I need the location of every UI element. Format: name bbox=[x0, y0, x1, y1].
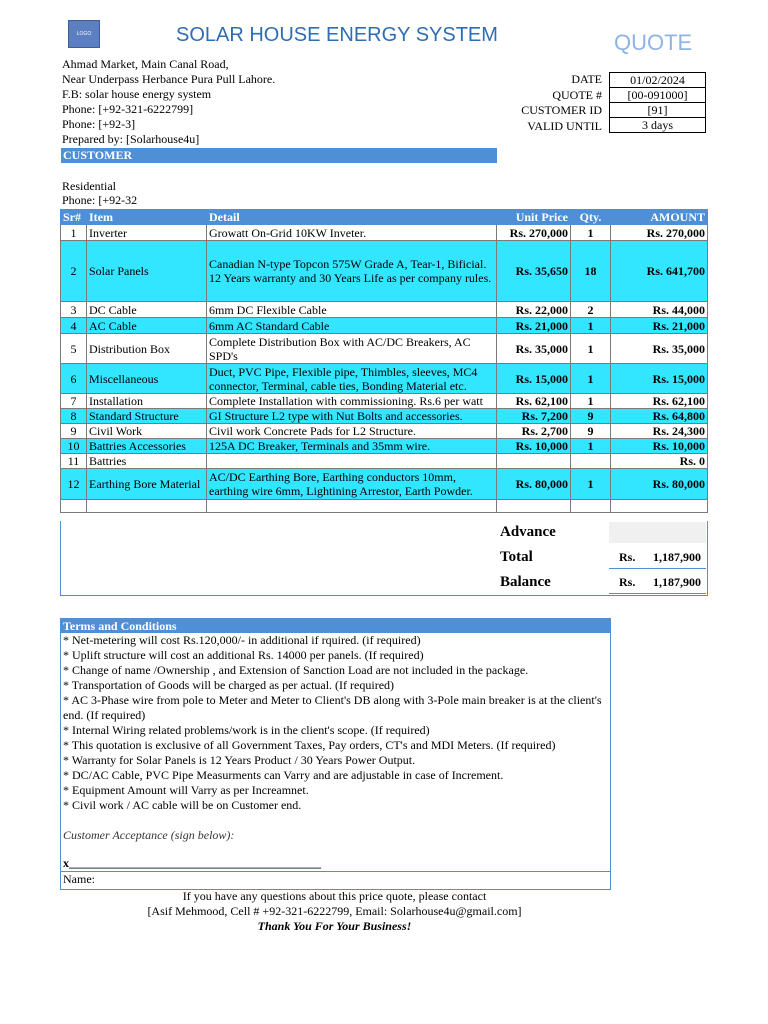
quote-meta-values bbox=[609, 72, 706, 133]
cell-amount: Rs. 80,000 bbox=[611, 469, 708, 500]
col-unit-price: Unit Price bbox=[497, 210, 571, 225]
balance-currency: Rs. bbox=[619, 575, 636, 589]
address-line: Ahmad Market, Main Canal Road, bbox=[62, 57, 229, 71]
contact-details: [Asif Mehmood, Cell # +92-321-6222799, Email: Solarhouse4u@gmail.com] bbox=[147, 904, 522, 918]
cell-amount: Rs. 10,000 bbox=[611, 439, 708, 454]
cell-qty bbox=[571, 454, 611, 469]
cell-item: Installation bbox=[87, 394, 207, 409]
total-value: 1,187,900 bbox=[653, 550, 701, 564]
cell-item: Battries bbox=[87, 454, 207, 469]
company-name: SOLAR HOUSE ENERGY SYSTEM bbox=[176, 24, 498, 46]
terms-item: * Uplift structure will cost an additional Rs. 14000 per panels. (If required) bbox=[63, 648, 424, 662]
terms-item: * Internal Wiring related problems/work is in the client's scope. (If required) bbox=[63, 723, 430, 737]
prepared-by: Prepared by: [Solarhouse4u] bbox=[62, 132, 200, 146]
cell-item: DC Cable bbox=[87, 302, 207, 318]
col-sr: Sr# bbox=[61, 210, 87, 225]
phone-line: Phone: [+92-3] bbox=[62, 117, 136, 131]
cell-unit-price: Rs. 35,650 bbox=[497, 241, 571, 302]
cell-detail: AC/DC Earthing Bore, Earthing conductors 10mm, earthing wire 6mm, Lightining Arrestor, Earth Powder. bbox=[207, 469, 497, 500]
cell-unit-price: Rs. 15,000 bbox=[497, 364, 571, 394]
cell-qty: 9 bbox=[571, 409, 611, 424]
table-row bbox=[61, 364, 708, 394]
terms-item: * Transportation of Goods will be charged as per actual. (If required) bbox=[63, 678, 395, 692]
cell-sr: 4 bbox=[61, 318, 87, 334]
table-row bbox=[61, 318, 708, 334]
terms-list bbox=[61, 633, 610, 887]
cell-detail: Duct, PVC Pipe, Flexible pipe, Thimbles, sleeves, MC4 connector, Terminal, cable ties, Bonding Material etc. bbox=[207, 364, 497, 394]
cell-item: Solar Panels bbox=[87, 241, 207, 302]
cell-amount: Rs. 21,000 bbox=[611, 318, 708, 334]
cell-unit-price: Rs. 10,000 bbox=[497, 439, 571, 454]
signature-line: x__________________________________________ bbox=[63, 856, 321, 870]
col-item: Item bbox=[87, 210, 207, 225]
cell-unit-price: Rs. 62,100 bbox=[497, 394, 571, 409]
cell-detail: Complete Installation with commissioning. Rs.6 per watt bbox=[207, 394, 497, 409]
cell-amount: Rs. 64,800 bbox=[611, 409, 708, 424]
cell-qty: 1 bbox=[571, 225, 611, 241]
cell-sr: 11 bbox=[61, 454, 87, 469]
cell-detail: 6mm DC Flexible Cable bbox=[207, 302, 497, 318]
cell-detail: Complete Distribution Box with AC/DC Breakers, AC SPD's bbox=[207, 334, 497, 364]
table-row bbox=[61, 424, 708, 439]
cell-sr: 7 bbox=[61, 394, 87, 409]
table-row bbox=[61, 409, 708, 424]
customer-type: Residential bbox=[62, 179, 116, 193]
customer-phone: Phone: [+92-32 bbox=[62, 193, 138, 207]
cell-detail: 6mm AC Standard Cable bbox=[207, 318, 497, 334]
table-row bbox=[61, 241, 708, 302]
address-line: Near Underpass Herbance Pura Pull Lahore. bbox=[62, 72, 276, 86]
terms-item: * Equipment Amount will Varry as per Increamnet. bbox=[63, 783, 309, 797]
valid-until-label: VALID UNTIL bbox=[527, 118, 602, 133]
cell-sr: 10 bbox=[61, 439, 87, 454]
thank-you: Thank You For Your Business! bbox=[257, 919, 412, 933]
cell-item: Inverter bbox=[87, 225, 207, 241]
cell-item: Earthing Bore Material bbox=[87, 469, 207, 500]
quote-meta-labels bbox=[460, 72, 602, 134]
facebook-line: F.B: solar house energy system bbox=[62, 87, 212, 101]
cell-sr: 1 bbox=[61, 225, 87, 241]
cell-amount: Rs. 24,300 bbox=[611, 424, 708, 439]
cell-item: Civil Work bbox=[87, 424, 207, 439]
date-value: 01/02/2024 bbox=[610, 73, 706, 88]
total-currency: Rs. bbox=[619, 550, 636, 564]
table-row bbox=[61, 394, 708, 409]
cell-unit-price: Rs. 35,000 bbox=[497, 334, 571, 364]
terms-item: * AC 3-Phase wire from pole to Meter and Meter to Client's DB along with 3-Pole main breaker is at the client's bbox=[63, 693, 602, 707]
cell-sr: 8 bbox=[61, 409, 87, 424]
customer-acceptance: Customer Acceptance (sign below): bbox=[63, 828, 235, 842]
cell-qty: 2 bbox=[571, 302, 611, 318]
table-row bbox=[61, 469, 708, 500]
contact-prompt: If you have any questions about this price quote, please contact bbox=[182, 889, 487, 903]
cell-qty: 1 bbox=[571, 364, 611, 394]
cell-amount: Rs. 641,700 bbox=[611, 241, 708, 302]
terms-item: * Civil work / AC cable will be on Customer end. bbox=[63, 798, 302, 812]
cell-unit-price: Rs. 80,000 bbox=[497, 469, 571, 500]
phone-line: Phone: [+92-321-6222799] bbox=[62, 102, 194, 116]
cell-sr: 9 bbox=[61, 424, 87, 439]
table-row bbox=[61, 334, 708, 364]
customer-id-label: CUSTOMER ID bbox=[521, 103, 602, 117]
balance-label: Balance bbox=[500, 574, 551, 590]
cell-sr: 6 bbox=[61, 364, 87, 394]
table-row bbox=[61, 439, 708, 454]
customer-id-value: [91] bbox=[610, 103, 706, 118]
terms-item: end. (If required) bbox=[63, 708, 146, 722]
cell-detail: Civil work Concrete Pads for L2 Structure. bbox=[207, 424, 497, 439]
balance-value: 1,187,900 bbox=[653, 575, 701, 589]
cell-qty: 1 bbox=[571, 439, 611, 454]
table-row bbox=[61, 225, 708, 241]
cell-item: Standard Structure bbox=[87, 409, 207, 424]
totals-section bbox=[60, 521, 708, 596]
cell-unit-price: Rs. 7,200 bbox=[497, 409, 571, 424]
quote-number-value: [00-091000] bbox=[610, 88, 706, 103]
cell-sr: 12 bbox=[61, 469, 87, 500]
table-header-row bbox=[61, 210, 708, 225]
cell-detail bbox=[207, 454, 497, 469]
balance-value-box bbox=[609, 571, 706, 594]
cell-qty: 1 bbox=[571, 334, 611, 364]
cell-item: AC Cable bbox=[87, 318, 207, 334]
cell-amount: Rs. 44,000 bbox=[611, 302, 708, 318]
cell-detail: Canadian N-type Topcon 575W Grade A, Tear-1, Bificial. 12 Years warranty and 30 Years Life as per company rules. bbox=[207, 241, 497, 302]
document-title: QUOTE bbox=[614, 30, 693, 55]
col-amount: AMOUNT bbox=[611, 210, 708, 225]
cell-amount: Rs. 270,000 bbox=[611, 225, 708, 241]
table-row bbox=[61, 454, 708, 469]
cell-item: Distribution Box bbox=[87, 334, 207, 364]
total-value-box bbox=[609, 546, 706, 569]
cell-sr: 2 bbox=[61, 241, 87, 302]
company-logo: LOGO bbox=[68, 20, 100, 48]
footer bbox=[60, 889, 609, 934]
terms-item: * Change of name /Ownership , and Extension of Sanction Load are not included in the package. bbox=[63, 663, 529, 677]
cell-qty: 9 bbox=[571, 424, 611, 439]
table-row bbox=[61, 302, 708, 318]
cell-item: Miscellaneous bbox=[87, 364, 207, 394]
quote-number-label: QUOTE # bbox=[552, 87, 602, 102]
cell-unit-price bbox=[497, 454, 571, 469]
cell-amount: Rs. 15,000 bbox=[611, 364, 708, 394]
cell-sr: 5 bbox=[61, 334, 87, 364]
cell-amount: Rs. 35,000 bbox=[611, 334, 708, 364]
cell-amount: Rs. 62,100 bbox=[611, 394, 708, 409]
total-label: Total bbox=[500, 549, 533, 565]
company-address bbox=[62, 57, 275, 147]
name-label: Name: bbox=[61, 871, 610, 887]
terms-item: * Net-metering will cost Rs.120,000/- in additional if rquired. (if required) bbox=[63, 633, 421, 647]
valid-until-value: 3 days bbox=[610, 118, 706, 133]
cell-unit-price: Rs. 2,700 bbox=[497, 424, 571, 439]
advance-value bbox=[609, 522, 706, 543]
cell-item: Battries Accessories bbox=[87, 439, 207, 454]
cell-detail: 125A DC Breaker, Terminals and 35mm wire. bbox=[207, 439, 497, 454]
items-table bbox=[60, 209, 708, 513]
cell-detail: Growatt On-Grid 10KW Inveter. bbox=[207, 225, 497, 241]
cell-detail: GI Structure L2 type with Nut Bolts and accessories. bbox=[207, 409, 497, 424]
table-row-empty bbox=[61, 500, 708, 513]
terms-item: * DC/AC Cable, PVC Pipe Measurments can Varry and are adjustable in case of Increment. bbox=[63, 768, 504, 782]
cell-unit-price: Rs. 22,000 bbox=[497, 302, 571, 318]
terms-section bbox=[60, 618, 611, 890]
advance-label: Advance bbox=[500, 524, 556, 540]
cell-amount: Rs. 0 bbox=[611, 454, 708, 469]
col-qty: Qty. bbox=[571, 210, 611, 225]
terms-item: * Warranty for Solar Panels is 12 Years Product / 30 Years Power Output. bbox=[63, 753, 416, 767]
cell-sr: 3 bbox=[61, 302, 87, 318]
cell-unit-price: Rs. 21,000 bbox=[497, 318, 571, 334]
date-label: DATE bbox=[571, 72, 602, 86]
cell-qty: 18 bbox=[571, 241, 611, 302]
cell-qty: 1 bbox=[571, 318, 611, 334]
terms-heading: Terms and Conditions bbox=[61, 619, 610, 633]
customer-info bbox=[62, 179, 137, 207]
terms-item: * This quotation is exclusive of all Government Taxes, Pay orders, CT's and MDI Meters. (If required) bbox=[63, 738, 556, 752]
col-detail: Detail bbox=[207, 210, 497, 225]
cell-unit-price: Rs. 270,000 bbox=[497, 225, 571, 241]
customer-heading: CUSTOMER bbox=[61, 148, 497, 163]
cell-qty: 1 bbox=[571, 394, 611, 409]
cell-qty: 1 bbox=[571, 469, 611, 500]
